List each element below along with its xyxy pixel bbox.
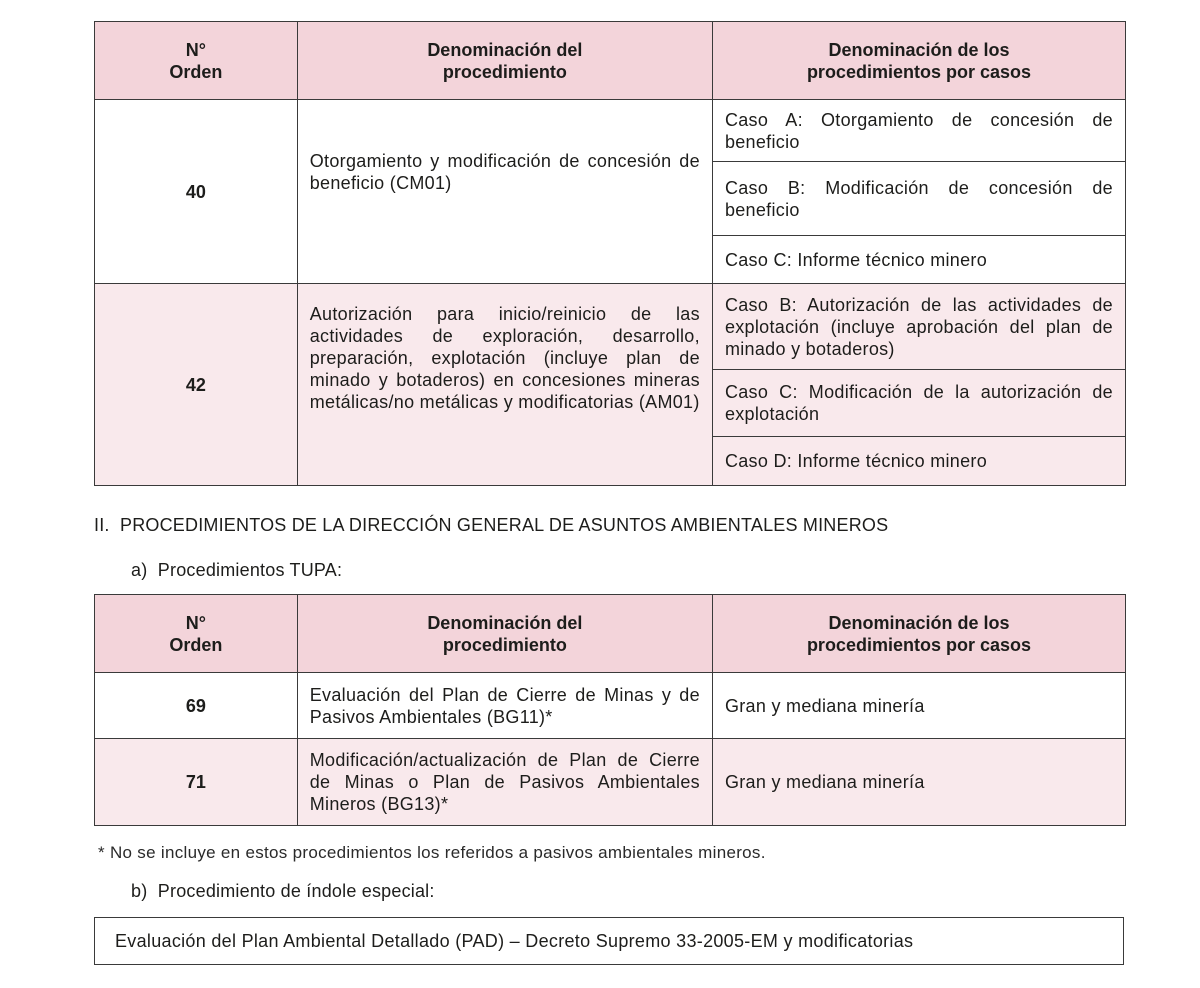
order-number-cell: 42 xyxy=(95,284,298,486)
subsection-b-title: b) Procedimiento de índole especial: xyxy=(131,881,435,901)
procedure-name-cell: Otorgamiento y modificación de concesión de beneficio (CM01) xyxy=(297,100,712,284)
header-procedure-name: Denominación del procedimiento xyxy=(297,22,712,100)
procedure-name-cell: Modificación/actualización de Plan de Cierre de Minas o Plan de Pasivos Ambientales Mineros (BG13)* xyxy=(297,739,712,826)
header-cases: Denominación de los procedimientos por casos xyxy=(712,22,1125,100)
case-cell: Caso D: Informe técnico minero xyxy=(712,437,1125,486)
procedures-table-1 xyxy=(94,21,1126,486)
procedures-table-2 xyxy=(94,594,1126,826)
order-number-cell: 71 xyxy=(95,739,298,826)
case-cell: Caso B: Autorización de las actividades de explotación (incluye aprobación del plan de minado y botaderos) xyxy=(712,284,1125,370)
case-cell: Caso B: Modificación de concesión de beneficio xyxy=(712,162,1125,236)
special-procedure-box: Evaluación del Plan Ambiental Detallado (PAD) – Decreto Supremo 33-2005-EM y modificatorias xyxy=(94,917,1124,965)
case-cell: Caso C: Modificación de la autorización de explotación xyxy=(712,370,1125,437)
footnote: * No se incluye en estos procedimientos los referidos a pasivos ambientales mineros. xyxy=(98,843,766,862)
subsection-a-title: a) Procedimientos TUPA: xyxy=(131,560,343,580)
header-procedure-name: Denominación del procedimiento xyxy=(297,595,712,673)
header-order-number: N° Orden xyxy=(95,595,298,673)
case-cell: Caso A: Otorgamiento de concesión de beneficio xyxy=(712,100,1125,162)
case-cell: Gran y mediana minería xyxy=(712,739,1125,826)
order-number-cell: 40 xyxy=(95,100,298,284)
procedure-name-cell: Autorización para inicio/reinicio de las actividades de exploración, desarrollo, preparación, explotación (incluye plan de minado y botaderos) en concesiones mineras metálicas/no metálicas y modificatorias (AM01) xyxy=(297,284,712,486)
header-cases: Denominación de los procedimientos por casos xyxy=(712,595,1125,673)
order-number-cell: 69 xyxy=(95,673,298,739)
header-order-number: N° Orden xyxy=(95,22,298,100)
case-cell: Caso C: Informe técnico minero xyxy=(712,236,1125,284)
case-cell: Gran y mediana minería xyxy=(712,673,1125,739)
section-ii-title: II. PROCEDIMIENTOS DE LA DIRECCIÓN GENERAL DE ASUNTOS AMBIENTALES MINEROS xyxy=(94,515,889,535)
procedure-name-cell: Evaluación del Plan de Cierre de Minas y de Pasivos Ambientales (BG11)* xyxy=(297,673,712,739)
